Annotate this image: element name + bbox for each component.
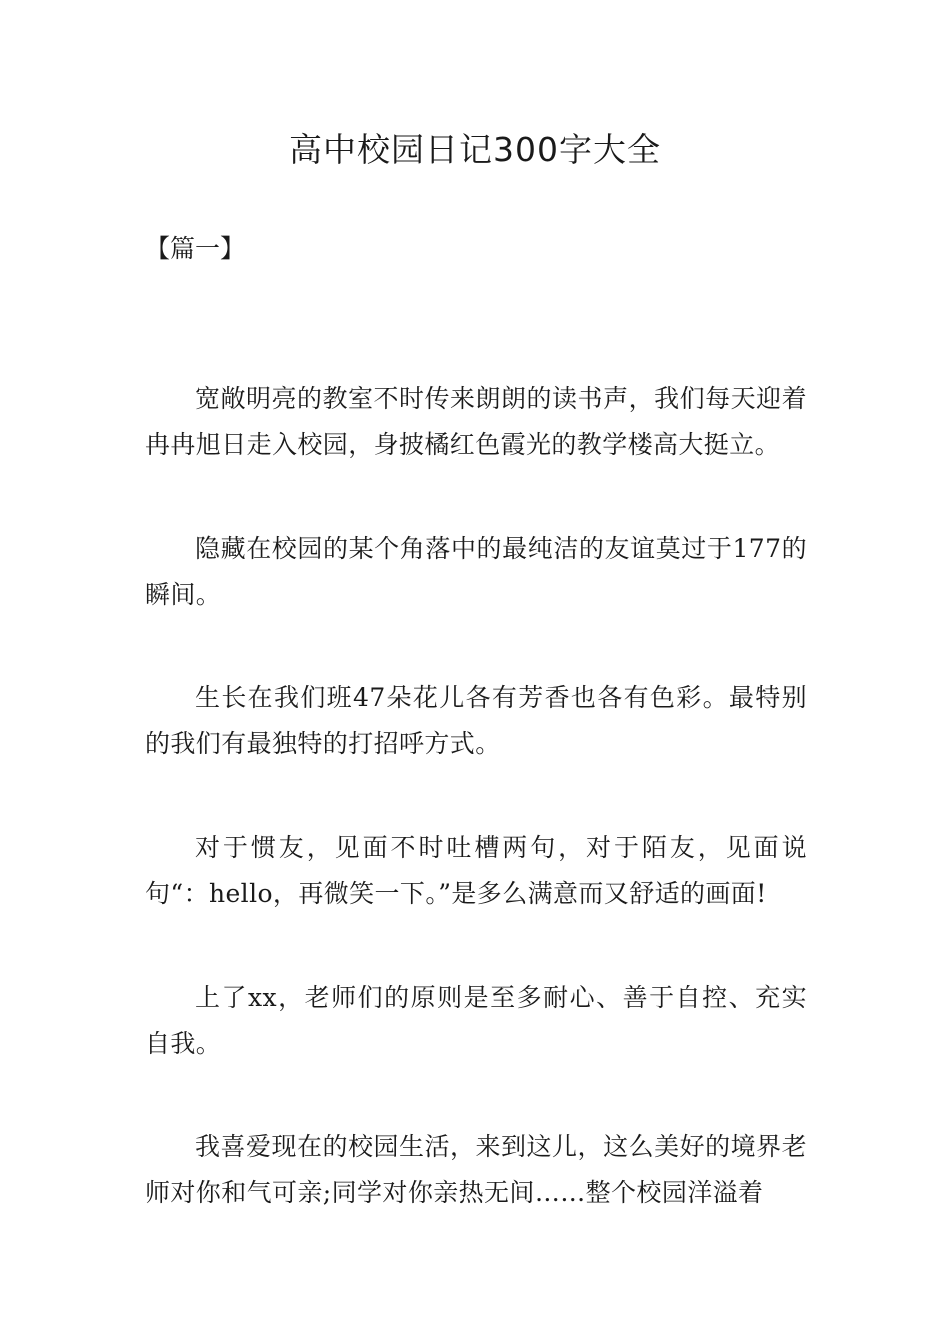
document-title: 高中校园日记300字大全	[289, 130, 661, 169]
paragraph: 宽敞明亮的教室不时传来朗朗的读书声，我们每天迎着冉冉旭日走入校园，身披橘红色霞光的教学楼高大挺立。	[145, 384, 807, 459]
paragraph: 隐藏在校园的某个角落中的最纯洁的友谊莫过于177的瞬间。	[145, 534, 807, 609]
section-label: 【篇一】	[145, 234, 246, 263]
paragraph: 对于惯友，见面不时吐槽两句，对于陌友，见面说句“：hello，再微笑一下。”是多么满意而又舒适的画面!	[145, 833, 807, 908]
paragraph: 生长在我们班47朵花儿各有芳香也各有色彩。最特别的我们有最独特的打招呼方式。	[145, 683, 807, 758]
paragraph: 上了xx，老师们的原则是至多耐心、善于自控、充实自我。	[145, 983, 807, 1058]
paragraph: 我喜爱现在的校园生活，来到这儿，这么美好的境界老师对你和气可亲;同学对你亲热无间……整个校园洋溢着	[145, 1132, 807, 1207]
